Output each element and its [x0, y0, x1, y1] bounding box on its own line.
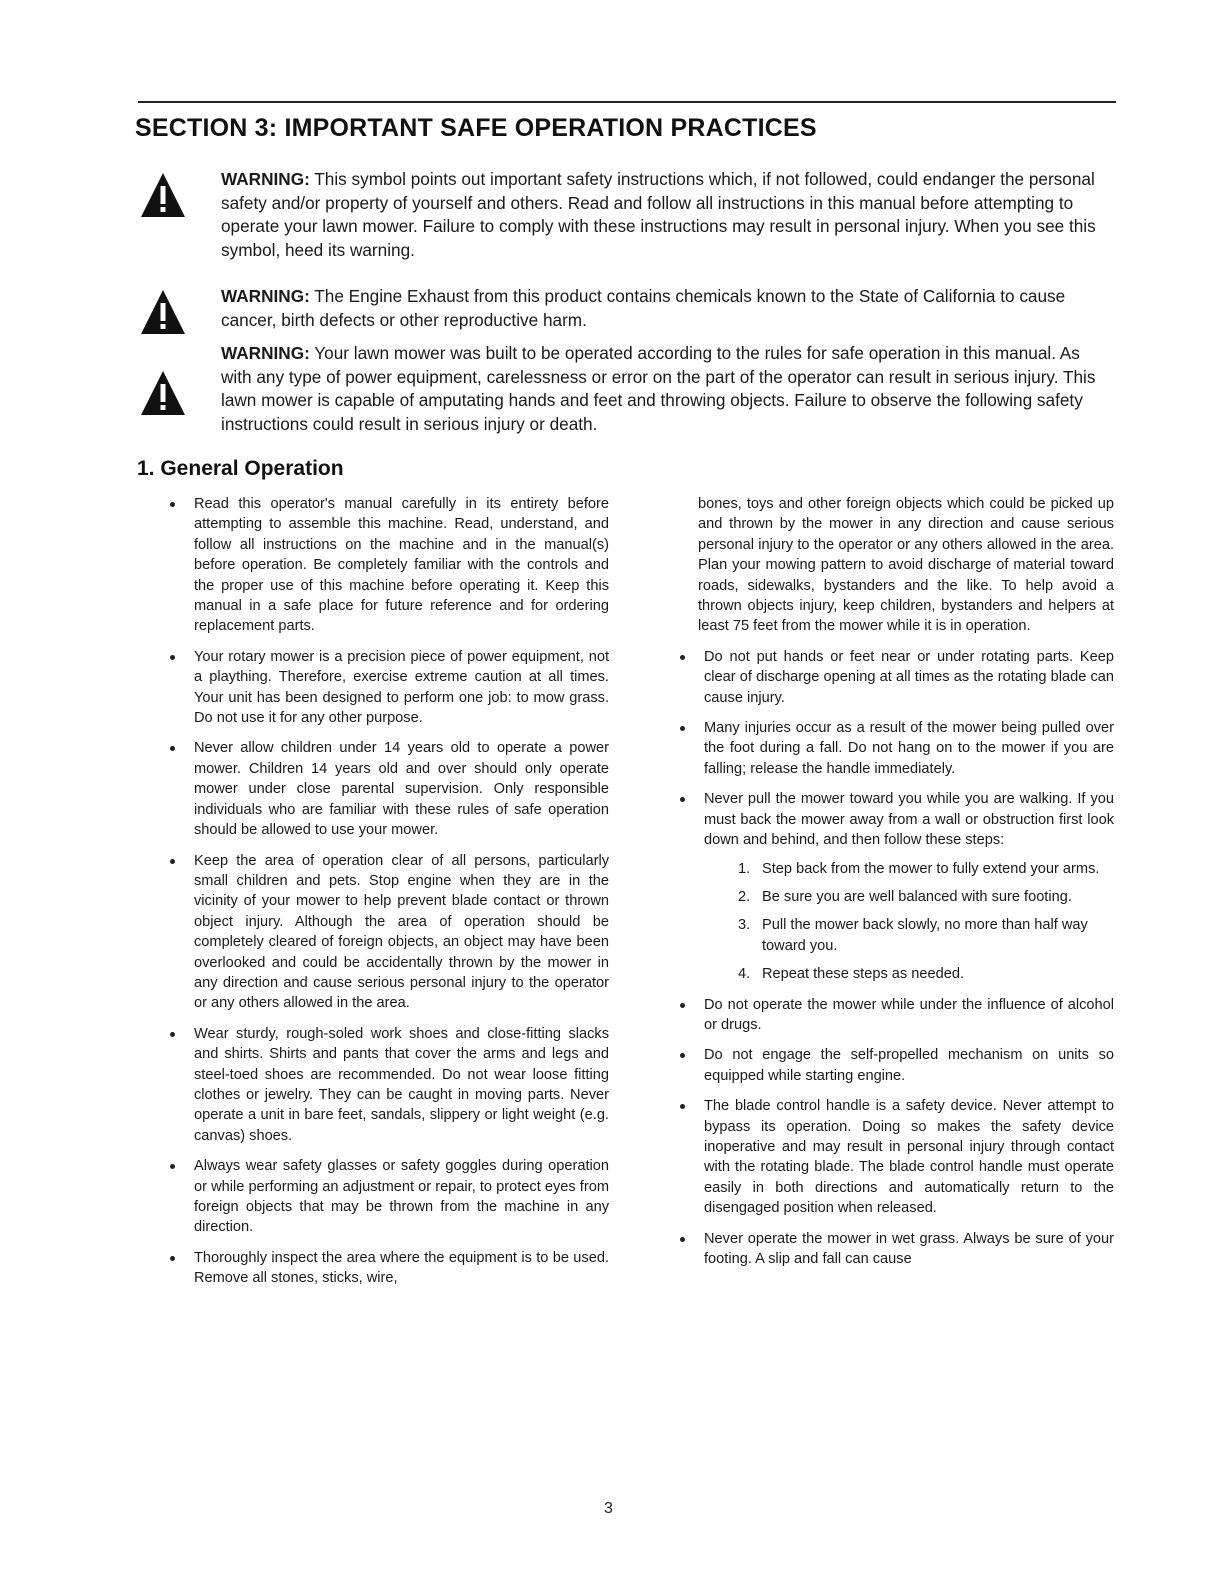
list-item	[676, 789, 1114, 984]
warning-block	[140, 168, 1115, 262]
step-number: 4.	[738, 966, 751, 983]
warning-body: Your lawn mower was built to be operated according to the rules for safe operation in this manual. As with any type of power equipment, carelessness or error on the part of the operator can result in serious injury. This lawn mower is capable of amputating hands and feet and throwing objects. Failure to observe the following safety instructions could result in serious injury or death.	[221, 343, 1096, 434]
warning-block	[140, 285, 1115, 332]
warning-triangle-icon	[140, 289, 186, 335]
list-item: Do not engage the self-propelled mechanism on units so equipped while starting engine.	[676, 1045, 1114, 1086]
warning-body: This symbol points out important safety instructions which, if not followed, could endanger the personal safety and/or property of yourself and others. Read and follow all instructions in this manual before attempting to operate your lawn mower. Failure to comply with these instructions may result in personal injury. When you see this symbol, heed its warning.	[221, 169, 1096, 260]
steps-list	[704, 859, 1114, 985]
bullet-list	[676, 494, 1114, 1269]
step-number: 1.	[738, 860, 751, 877]
list-item: Do not operate the mower while under the influence of alcohol or drugs.	[676, 995, 1114, 1036]
warning-label: WARNING:	[221, 169, 310, 189]
step-item	[704, 859, 1114, 879]
list-item: Always wear safety glasses or safety goggles during operation or while performing an adjustment or repair, to protect eyes from foreign objects that may be thrown from the machine in any direction.	[166, 1156, 609, 1238]
list-item: Never operate the mower in wet grass. Always be sure of your footing. A slip and fall can cause	[676, 1229, 1114, 1270]
warning-text	[221, 168, 1115, 262]
warning-body: The Engine Exhaust from this product contains chemicals known to the State of California to cause cancer, birth defects or other reproductive harm.	[221, 286, 1066, 330]
step-number: 3.	[738, 917, 751, 934]
list-item: Never allow children under 14 years old to operate a power mower. Children 14 years old and over should only operate mower under close parental supervision. Only responsible individuals who are familiar with these rules of safe operation should be allowed to use your mower.	[166, 738, 609, 840]
warning-label: WARNING:	[221, 343, 310, 363]
step-text: Step back from the mower to fully extend your arms.	[762, 860, 1100, 877]
step-text: Repeat these steps as needed.	[762, 966, 965, 983]
warning-text	[221, 342, 1115, 436]
list-item: Thoroughly inspect the area where the equipment is to be used. Remove all stones, sticks, wire,	[166, 1248, 609, 1289]
list-item-continuation: bones, toys and other foreign objects which could be picked up and thrown by the mower in any direction and cause serious personal injury to the operator or any others allowed in the area. Plan your mowing pattern to avoid discharge of material toward roads, sidewalks, bystanders and the like. To help avoid a thrown objects injury, keep children, bystanders and helpers at least 75 feet from the mower while it is in operation.	[698, 496, 1114, 635]
step-number: 2.	[738, 888, 751, 905]
top-rule	[138, 101, 1116, 103]
list-item: Many injuries occur as a result of the mower being pulled over the foot during a fall. Do not hang on to the mower if you are falling; release the handle immediately.	[676, 718, 1114, 779]
bullet-list	[166, 494, 609, 1289]
step-text: Pull the mower back slowly, no more than half way toward you.	[762, 917, 1088, 954]
list-item: Your rotary mower is a precision piece of power equipment, not a plaything. Therefore, exercise extreme caution at all times. Your unit has been designed to perform one job: to mow grass. Do not use it for any other purpose.	[166, 647, 609, 729]
section-title: SECTION 3: IMPORTANT SAFE OPERATION PRACTICES	[135, 114, 817, 142]
warning-triangle-icon	[140, 172, 186, 218]
warning-label: WARNING:	[221, 286, 310, 306]
warning-triangle-icon	[140, 370, 186, 416]
warning-block	[140, 342, 1115, 436]
page-number: 3	[604, 1500, 613, 1517]
step-text: Be sure you are well balanced with sure footing.	[762, 888, 1072, 905]
list-item: Wear sturdy, rough-soled work shoes and close-fitting slacks and shirts. Shirts and pants that cover the arms and legs and steel-toed shoes are recommended. Do not wear loose fitting clothes or jewelry. They can be caught in moving parts. Never operate a unit in bare feet, sandals, slippery or light weight (e.g. canvas) shoes.	[166, 1024, 609, 1146]
step-item	[704, 964, 1114, 984]
list-item: Do not put hands or feet near or under rotating parts. Keep clear of discharge opening at all times as the rotating blade can cause injury.	[676, 647, 1114, 708]
list-item: The blade control handle is a safety device. Never attempt to bypass its operation. Doing so makes the safety device inoperative and may result in personal injury through contact with the rotating blade. The blade control handle must operate easily in both directions and automatically return to the disengaged position when released.	[676, 1096, 1114, 1218]
left-column	[166, 494, 609, 1299]
warning-text	[221, 285, 1115, 332]
step-item	[704, 915, 1114, 956]
right-column	[676, 494, 1114, 1279]
general-operation-heading: 1. General Operation	[137, 457, 344, 480]
step-item	[704, 887, 1114, 907]
list-item: Keep the area of operation clear of all persons, particularly small children and pets. Stop engine when they are in the vicinity of your mower to help prevent blade contact or thrown object injury. Although the area of operation should be completely cleared of foreign objects, an object may have been overlooked and could be accidentally thrown by the mower in any direction and cause serious personal injury to the operator or any others allowed in the area.	[166, 851, 609, 1014]
list-item: Read this operator's manual carefully in its entirety before attempting to assemble this machine. Read, understand, and follow all instructions on the machine and in the manual(s) before operation. Be completely familiar with the controls and the proper use of this machine before operating it. Keep this manual in a safe place for future reference and for ordering replacement parts.	[166, 494, 609, 637]
list-item-text: Never pull the mower toward you while you are walking. If you must back the mower away from a wall or obstruction first look down and behind, and then follow these steps:	[704, 791, 1114, 849]
